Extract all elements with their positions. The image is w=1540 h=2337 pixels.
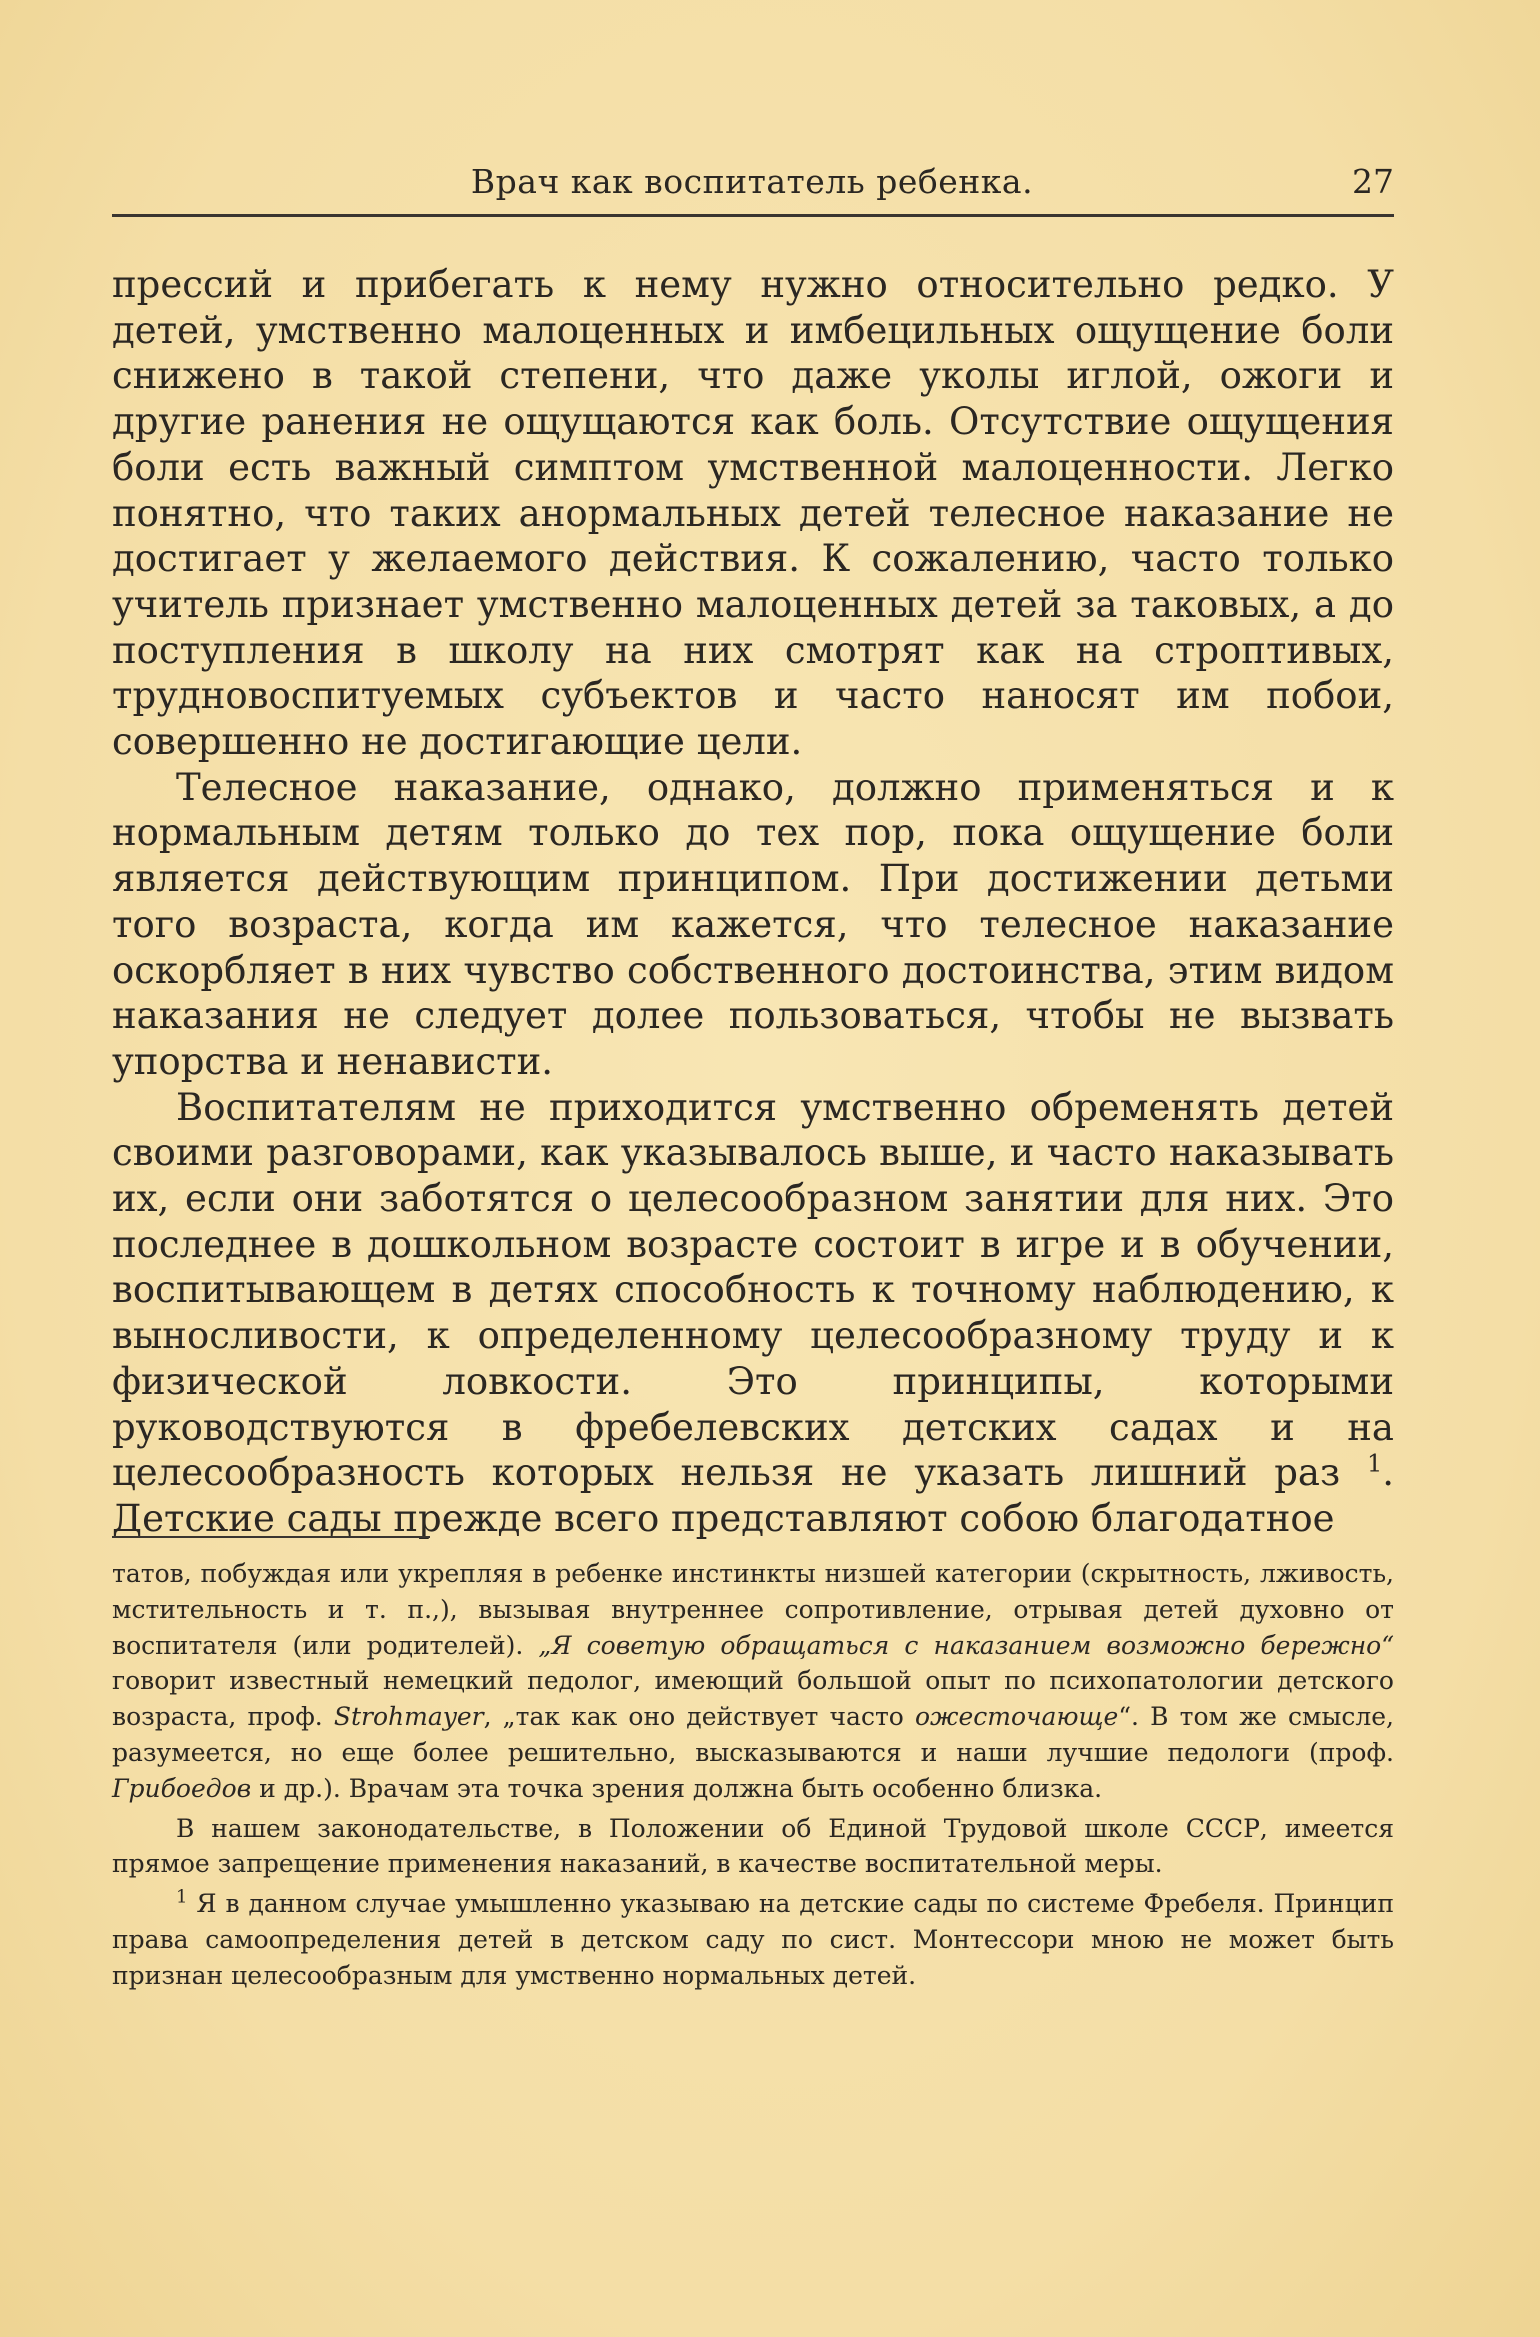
footnote-mark: 1 xyxy=(176,1886,188,1908)
paragraph-3 xyxy=(112,1085,1394,1542)
footnote-1 xyxy=(112,1886,1394,1993)
footnote-text: говорит известный немецкий педолог, имеющий большой опыт по психопатологии детского возраста, проф. xyxy=(112,1666,1394,1732)
footnote-author-name: Грибоедов xyxy=(112,1773,252,1803)
main-text xyxy=(112,262,1394,1542)
footnote-text: , „так как оно действует часто xyxy=(483,1702,915,1732)
footnote-1-text: Я в данном случае умышленно указываю на детские сады по системе Фребеля. Принцип права самоопределения детей в детском саду по сист. Монтессори мною не может быть признан целесообразным для умственно нормальных детей. xyxy=(112,1889,1394,1990)
footnote-text: и др.). Врачам эта точка зрения должна быть особенно близка. xyxy=(251,1773,1103,1803)
paragraph-3-tail: . Детские сады прежде всего представляют собою благодатное xyxy=(112,1451,1394,1540)
paragraph-1: прессий и прибегать к нему нужно относительно редко. У детей, умственно малоценных и имбецильных ощущение боли снижено в такой степени, что даже уколы иглой, ожоги и другие ранения не ощущаются как боль. Отсутствие ощущения боли есть важный симптом умственной малоценности. Легко понятно, что таких анормальных детей телесное наказание не достигает у желаемого действия. К сожалению, часто только учитель признает умственно малоценных детей за таковых, а до поступления в школу на них смотрят как на строптивых, трудновоспитуемых субъектов и часто наносят им побои, совершенно не достигающие цели. xyxy=(112,263,1394,764)
footnote-continued xyxy=(112,1556,1394,1807)
footnote-text: татов, побуждая или укрепляя в ребенке инстинкты низшей категории (скрытность, лживость, мстительность и т. п.,), вызывая внутреннее сопротивление, отрывая детей духовно от воспитателя (или родителей). xyxy=(112,1559,1394,1660)
footnote-emphasis: ожесточающе xyxy=(914,1702,1119,1732)
paragraph-2: Телесное наказание, однако, должно применяться и к нормальным детям только до тех пор, пока ощущение боли является действующим принципом. При достижении детьми того возраста, когда им кажется, что телесное наказание оскорбляет в них чувство собственного достоинства, этим видом наказания не следует долее пользоваться, чтобы не вызвать упорства и ненависти. xyxy=(112,765,1394,1083)
footnotes xyxy=(112,1556,1394,1998)
footnote-text: “. В том же смысле, разумеется, но еще более решительно, высказываются и наши лучшие педологи (проф. xyxy=(112,1702,1394,1767)
paragraph-3-text: Воспитателям не приходится умственно обременять детей своими разговорами, как указывалось выше, и часто наказывать их, если они заботятся о целесообразном занятии для них. Это последнее в дошкольном возрасте состоит в игре и в обучении, воспитывающем в детях способность к точному наблюдению, к выносливости, к определенному целесообразному труду и к физической ловкости. Это принципы, которыми руководствуются в фребелевских детских садах и на целесообразность которых нельзя не указать лишний раз xyxy=(112,1085,1394,1495)
running-title: Врач как воспитатель ребенка. xyxy=(470,162,1034,201)
page-header xyxy=(112,162,1392,206)
footnote-author-name: Strohmayer xyxy=(333,1702,484,1732)
footnote-quote: „Я советую обращаться с наказанием возможно бережно“ xyxy=(538,1630,1394,1660)
page-number: 27 xyxy=(1352,162,1394,201)
footnote-reference: 1 xyxy=(1366,1449,1383,1478)
footnote-law-note: В нашем законодательстве, в Положении об Единой Трудовой школе СССР, имеется прямое запрещение применения наказаний, в качестве воспитательной меры. xyxy=(112,1813,1394,1879)
header-divider xyxy=(112,214,1394,217)
footnote-divider xyxy=(112,1536,430,1538)
